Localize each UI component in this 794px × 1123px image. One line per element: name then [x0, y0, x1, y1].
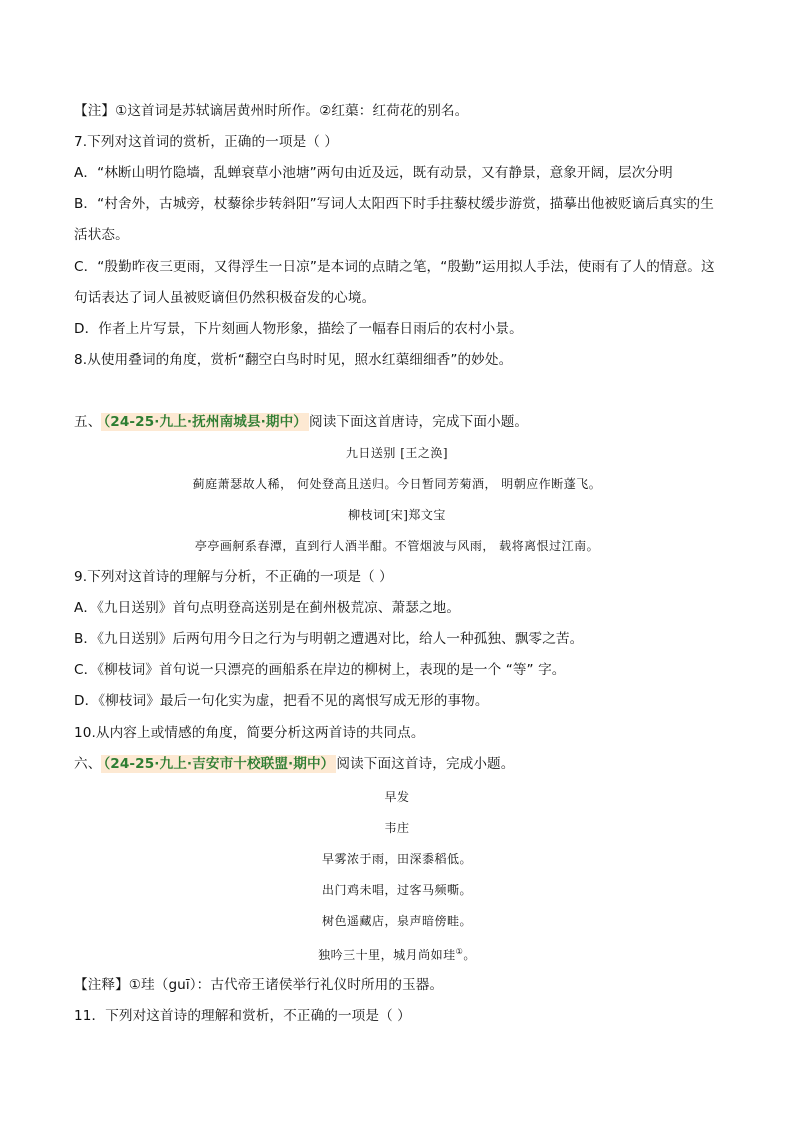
question-9-option-c: C．《柳枝词》首句说一只漂亮的画船系在岸边的柳树上，表现的是一个 “等” 字。 [74, 662, 566, 678]
poem-3-title: 早发 [384, 790, 410, 804]
section-6-instruction: 阅读下面这首诗，完成小题。 [336, 756, 515, 772]
question-7-option-b-line-2: 活状态。 [74, 227, 129, 243]
poem-2-text: 亭亭画舸系春潭，直到行人酒半酣。不管烟波与风雨， 载将离恨过江南。 [194, 539, 600, 553]
question-9-stem: 9.下列对这首诗的理解与分析，不正确的一项是（ ） [74, 569, 393, 585]
poem-1-title: 九日送别 [王之涣] [345, 446, 449, 460]
question-7-option-d: D．作者上片写景，下片刻画人物形象，描绘了一幅春日雨后的农村小景。 [74, 321, 523, 337]
question-7-option-a: A．“林断山明竹隐墙，乱蝉衰草小池塘”两句由近及远，既有动景，又有静景，意象开阔，层次分明 [74, 165, 673, 181]
question-7-stem: 7.下列对这首词的赏析，正确的一项是（ ） [74, 134, 339, 150]
section-6-number: 六、 [74, 756, 102, 772]
section-5-number: 五、 [74, 414, 102, 430]
poem-2-title: 柳枝词[宋]郑文宝 [348, 508, 446, 522]
note-1: 【注】①这首词是苏轼谪居黄州时所作。②红蕖：红荷花的别名。 [74, 103, 469, 119]
poem-1-text: 蓟庭萧瑟故人稀， 何处登高且送归。今日暂同芳菊酒， 明朝应作断蓬飞。 [192, 477, 602, 491]
question-9-option-a: A．《九日送别》首句点明登高送别是在蓟州极荒凉、萧瑟之地。 [74, 600, 461, 616]
note-2: 【注释】①珪（guī）：古代帝王诸侯举行礼仪时所用的玉器。 [74, 977, 444, 993]
question-9-option-d: D．《柳枝词》最后一句化实为虚，把看不见的离恨写成无形的事物。 [74, 693, 489, 709]
section-6-source-tag: （24-25·九上·吉安市十校联盟·期中） [103, 756, 335, 772]
question-7-option-c-line-1: C．“殷勤昨夜三更雨，又得浮生一日凉”是本词的点睛之笔，“殷勤”运用拟人手法，使雨有了人的情意。这 [74, 259, 715, 275]
question-9-option-b: B．《九日送别》后两句用今日之行为与明朝之遭遇对比，给人一种孤独、飘零之苦。 [74, 631, 584, 647]
question-11-stem: 11．下列对这首诗的理解和赏析，不正确的一项是（ ） [74, 1008, 411, 1024]
section-5-instruction: 阅读下面这首唐诗，完成下面小题。 [309, 414, 529, 430]
poem-3-line-4 [0, 944, 794, 963]
section-6-heading [74, 755, 514, 773]
poem-3-line-2: 出门鸡未唱，过客马频嘶。 [321, 883, 472, 897]
poem-3-author: 韦庄 [384, 821, 410, 835]
question-7-option-b-line-1: B．“村舍外，古城旁，杖藜徐步转斜阳”写词人太阳西下时手拄藜杖缓步游赏，描摹出他被贬谪后真实的生 [74, 196, 714, 212]
section-5-heading [74, 413, 528, 431]
footnote-marker: ① [455, 947, 464, 956]
poem-3-line-1: 早雾浓于雨，田深黍稻低。 [321, 852, 472, 866]
section-5-source-tag: （24-25·九上·抚州南城县·期中） [103, 414, 307, 430]
question-7-option-c-line-2: 句话表达了词人虽被贬谪但仍然积极奋发的心境。 [74, 290, 376, 306]
poem-3-line-3: 树色遥藏店，泉声暗傍畦。 [321, 914, 472, 928]
poem-3-line-4-text: 独吟三十里，城月尚如珪 [318, 948, 456, 962]
question-10: 10.从内容上或情感的角度，简要分析这两首诗的共同点。 [74, 725, 425, 741]
question-8: 8.从使用叠词的角度，赏析“翻空白鸟时时见，照水红蕖细细香”的妙处。 [74, 352, 513, 368]
poem-3-line-4-end: 。 [463, 948, 476, 962]
